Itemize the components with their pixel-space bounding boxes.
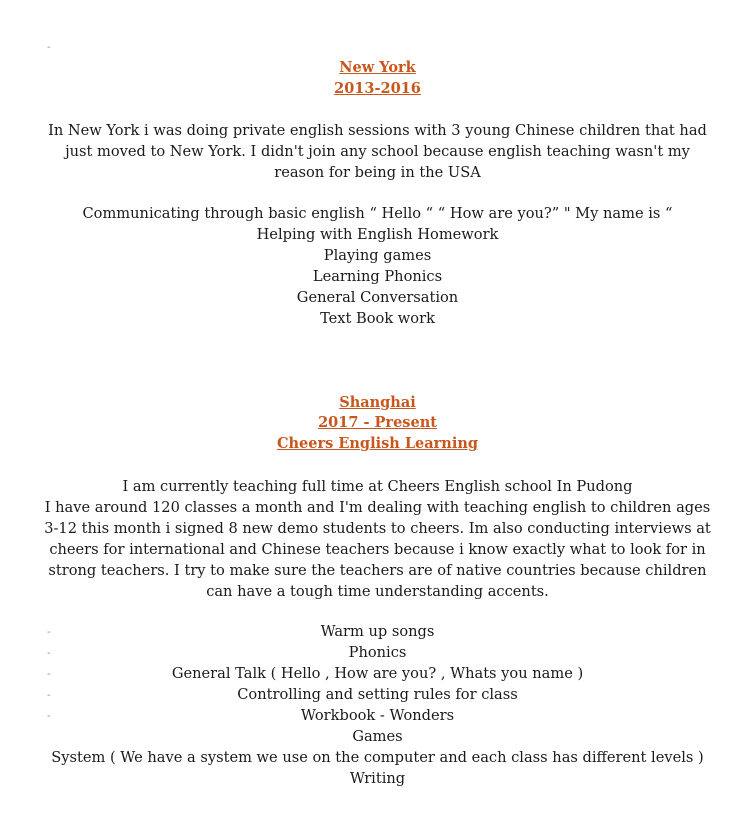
shanghai-activity: Games bbox=[352, 728, 403, 745]
bullet-dash-marker: - bbox=[47, 625, 51, 638]
shanghai-description: I have around 120 classes a month and I'm dealing with teaching english to children ages 3-12 this month i signed 8 new demo students to cheers. Im also conducting interviews at cheers for international and Chinese teachers because i know exactly what to look for in strong teachers. I try to make sure the teachers are of native countries because children can have a tough time understanding accents. bbox=[44, 499, 711, 600]
bullet-dash-marker: - bbox=[47, 688, 51, 701]
shanghai-activity: Writing bbox=[349, 770, 406, 787]
shanghai-title: Shanghai bbox=[339, 394, 416, 411]
new-york-description: In New York i was doing private english sessions with 3 young Chinese children that had just moved to New York. I didn't join any school because english teaching wasn't my reason for being in the USA bbox=[48, 122, 707, 181]
new-york-activity: General Conversation bbox=[296, 289, 459, 306]
new-york-title: New York bbox=[339, 59, 416, 76]
new-york-activity: Learning Phonics bbox=[312, 268, 443, 285]
bullet-dash-marker: - bbox=[47, 646, 51, 659]
shanghai-description-first-line: I am currently teaching full time at Cheers English school In Pudong bbox=[122, 478, 633, 495]
shanghai-school: Cheers English Learning bbox=[276, 435, 479, 452]
new-york-activity: Helping with English Homework bbox=[256, 226, 499, 243]
top-dash-marker: - bbox=[47, 40, 51, 53]
new-york-activity: Text Book work bbox=[320, 310, 435, 327]
shanghai-activity: Phonics bbox=[348, 644, 407, 661]
shanghai-activity: Warm up songs bbox=[320, 623, 435, 640]
shanghai-activity: Controlling and setting rules for class bbox=[237, 686, 518, 703]
shanghai-years: 2017 - Present bbox=[318, 414, 437, 431]
shanghai-activity: General Talk ( Hello , How are you? , Whats you name ) bbox=[171, 665, 584, 682]
bullet-dash-marker: - bbox=[47, 709, 51, 722]
shanghai-activity: Workbook - Wonders bbox=[300, 707, 455, 724]
new-york-activity: Communicating through basic english “ Hello “ “ How are you?” " My name is “ bbox=[82, 205, 673, 222]
new-york-years: 2013-2016 bbox=[334, 80, 421, 97]
shanghai-activity: System ( We have a system we use on the computer and each class has different levels ) bbox=[51, 749, 704, 766]
new-york-activity: Playing games bbox=[323, 247, 432, 264]
bullet-dash-marker: - bbox=[47, 667, 51, 680]
